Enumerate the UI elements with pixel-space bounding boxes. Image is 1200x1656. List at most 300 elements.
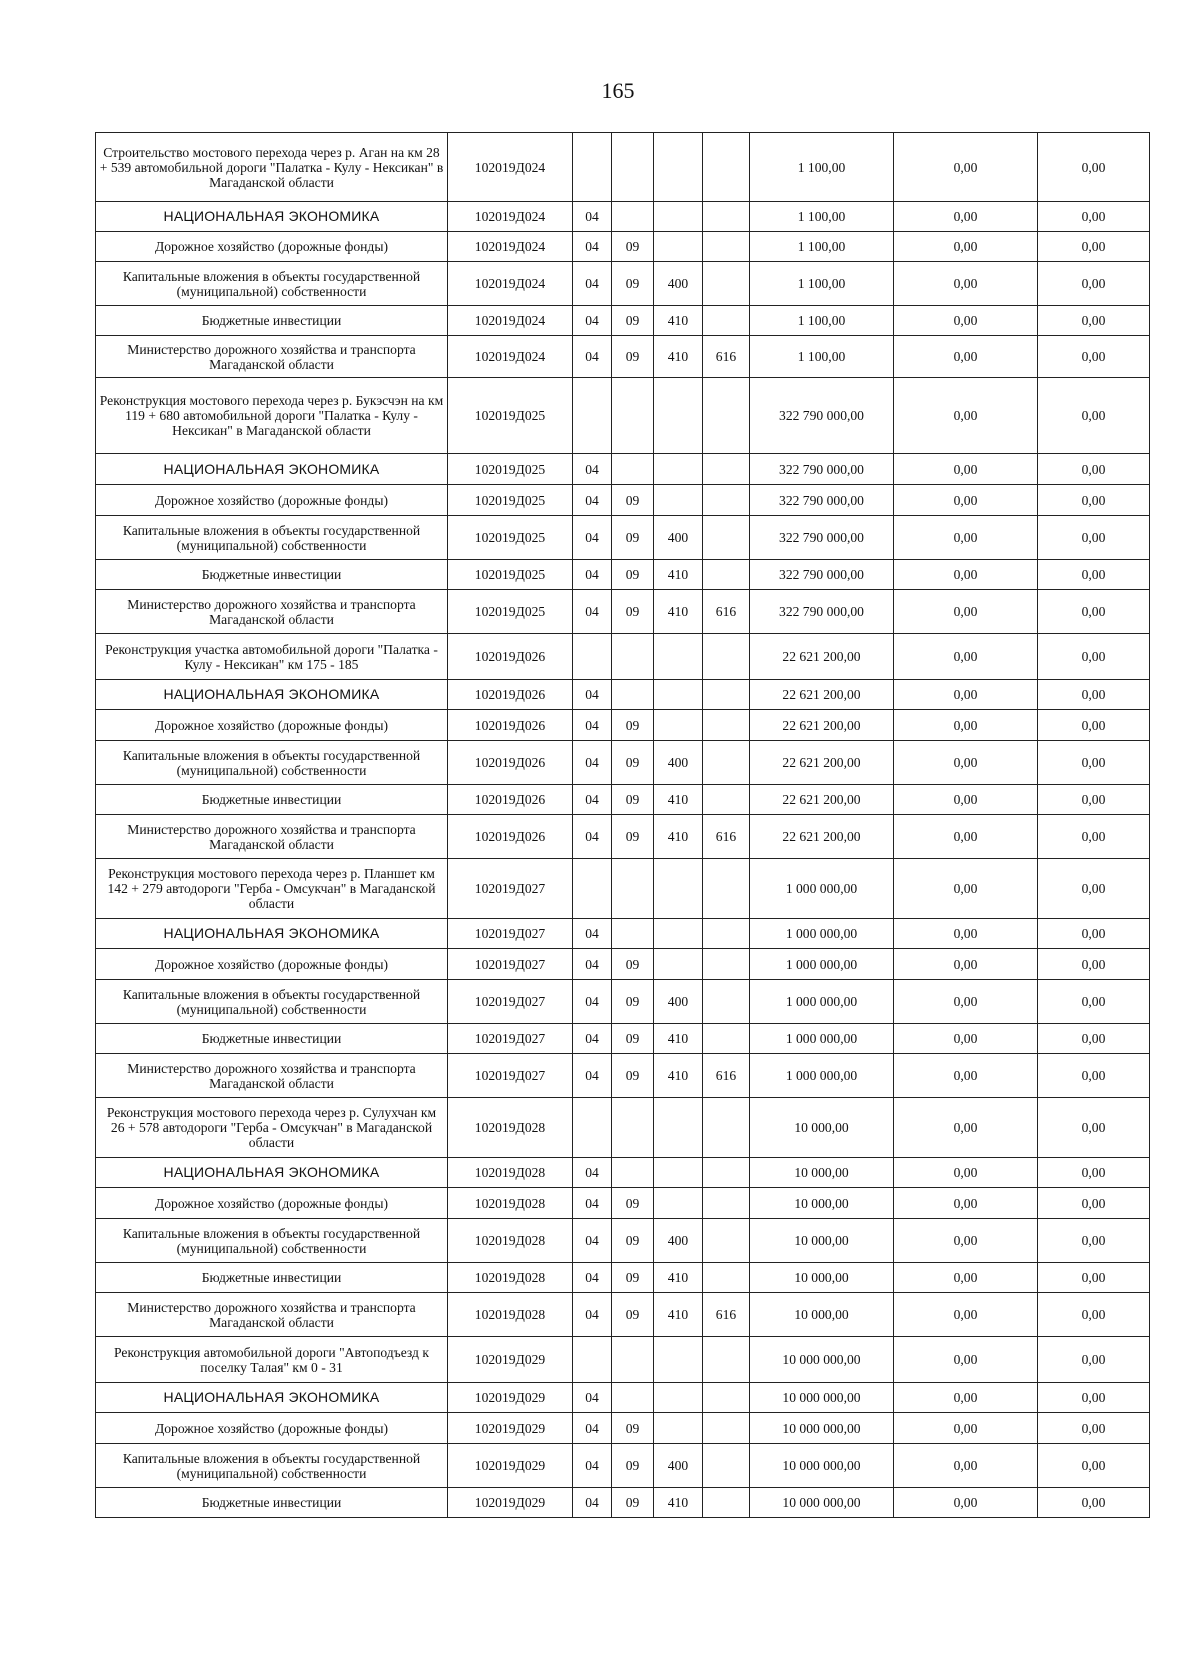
row-expense-type [654,1098,703,1158]
row-administrator: 616 [703,1054,750,1098]
row-administrator [703,1337,750,1383]
row-name: НАЦИОНАЛЬНАЯ ЭКОНОМИКА [96,680,448,710]
row-target-code: 102019Д024 [448,336,573,378]
row-amount-year3: 0,00 [1038,516,1150,560]
row-expense-type [654,378,703,454]
row-expense-type: 410 [654,306,703,336]
row-subsection: 09 [612,262,654,306]
row-amount-year3: 0,00 [1038,1219,1150,1263]
row-target-code: 102019Д024 [448,202,573,232]
row-expense-type [654,1383,703,1413]
row-amount-year3: 0,00 [1038,1293,1150,1337]
row-subsection [612,1158,654,1188]
row-amount-year3: 0,00 [1038,1383,1150,1413]
row-amount-year2: 0,00 [894,262,1038,306]
row-amount-year3: 0,00 [1038,1024,1150,1054]
row-expense-type: 400 [654,1219,703,1263]
row-section: 04 [573,1383,612,1413]
row-amount-year2: 0,00 [894,378,1038,454]
table-row [96,378,1150,454]
row-subsection: 09 [612,1263,654,1293]
row-amount: 22 621 200,00 [750,710,894,741]
row-expense-type [654,1158,703,1188]
row-amount-year2: 0,00 [894,919,1038,949]
row-subsection: 09 [612,232,654,262]
row-subsection: 09 [612,1054,654,1098]
row-amount: 1 100,00 [750,202,894,232]
row-subsection: 09 [612,516,654,560]
row-amount-year3: 0,00 [1038,202,1150,232]
row-administrator [703,454,750,485]
row-name: НАЦИОНАЛЬНАЯ ЭКОНОМИКА [96,919,448,949]
row-amount: 322 790 000,00 [750,590,894,634]
row-section: 04 [573,1219,612,1263]
row-amount: 1 000 000,00 [750,919,894,949]
row-administrator [703,1444,750,1488]
row-name: Бюджетные инвестиции [96,306,448,336]
row-section: 04 [573,560,612,590]
table-row [96,859,1150,919]
row-section: 04 [573,919,612,949]
row-target-code: 102019Д028 [448,1098,573,1158]
row-administrator [703,741,750,785]
row-section: 04 [573,1413,612,1444]
row-section [573,1337,612,1383]
table-row [96,1488,1150,1518]
row-subsection [612,919,654,949]
row-amount: 22 621 200,00 [750,741,894,785]
row-amount-year3: 0,00 [1038,232,1150,262]
table-row [96,560,1150,590]
row-section [573,378,612,454]
table-row [96,1293,1150,1337]
row-section [573,634,612,680]
row-name: Министерство дорожного хозяйства и транспорта Магаданской области [96,1293,448,1337]
table-row [96,815,1150,859]
row-section: 04 [573,262,612,306]
row-amount-year3: 0,00 [1038,454,1150,485]
row-amount-year3: 0,00 [1038,710,1150,741]
row-target-code: 102019Д026 [448,634,573,680]
row-amount-year2: 0,00 [894,232,1038,262]
row-administrator [703,378,750,454]
row-section: 04 [573,949,612,980]
row-amount: 22 621 200,00 [750,680,894,710]
row-name: НАЦИОНАЛЬНАЯ ЭКОНОМИКА [96,454,448,485]
budget-table [95,132,1150,1518]
row-expense-type [654,710,703,741]
row-amount: 1 100,00 [750,262,894,306]
row-expense-type [654,634,703,680]
row-expense-type [654,859,703,919]
row-administrator [703,306,750,336]
row-target-code: 102019Д027 [448,1054,573,1098]
table-row [96,1024,1150,1054]
row-name: Реконструкция мостового перехода через р. Планшет км 142 + 279 автодороги "Герба - Омсукчан" в Магаданской области [96,859,448,919]
row-amount: 1 100,00 [750,306,894,336]
row-section: 04 [573,1158,612,1188]
row-amount-year3: 0,00 [1038,560,1150,590]
row-amount-year3: 0,00 [1038,815,1150,859]
row-target-code: 102019Д026 [448,710,573,741]
row-amount-year2: 0,00 [894,1188,1038,1219]
row-expense-type [654,485,703,516]
row-amount-year3: 0,00 [1038,1098,1150,1158]
row-section: 04 [573,306,612,336]
row-amount-year2: 0,00 [894,1444,1038,1488]
row-target-code: 102019Д025 [448,485,573,516]
row-amount-year2: 0,00 [894,1054,1038,1098]
table-row [96,485,1150,516]
row-section [573,859,612,919]
row-subsection: 09 [612,485,654,516]
row-amount: 322 790 000,00 [750,378,894,454]
row-administrator [703,232,750,262]
row-expense-type: 400 [654,516,703,560]
row-name: Дорожное хозяйство (дорожные фонды) [96,232,448,262]
row-subsection: 09 [612,336,654,378]
row-name: Бюджетные инвестиции [96,560,448,590]
row-amount-year2: 0,00 [894,485,1038,516]
row-section: 04 [573,485,612,516]
row-amount-year3: 0,00 [1038,485,1150,516]
row-amount-year2: 0,00 [894,1158,1038,1188]
row-amount: 1 000 000,00 [750,949,894,980]
row-subsection: 09 [612,1293,654,1337]
row-amount-year3: 0,00 [1038,785,1150,815]
row-amount: 322 790 000,00 [750,560,894,590]
row-name: Капитальные вложения в объекты государственной (муниципальной) собственности [96,516,448,560]
row-amount: 322 790 000,00 [750,454,894,485]
table-row [96,1098,1150,1158]
row-expense-type: 410 [654,336,703,378]
row-subsection: 09 [612,980,654,1024]
row-expense-type [654,232,703,262]
row-section: 04 [573,980,612,1024]
row-section: 04 [573,680,612,710]
row-section: 04 [573,336,612,378]
row-section [573,1098,612,1158]
row-amount-year2: 0,00 [894,1413,1038,1444]
row-name: Реконструкция мостового перехода через р. Сулухчан км 26 + 578 автодороги "Герба - Омсукчан" в Магаданской области [96,1098,448,1158]
row-expense-type: 410 [654,1488,703,1518]
row-expense-type [654,1337,703,1383]
row-expense-type [654,680,703,710]
row-expense-type [654,454,703,485]
row-name: Бюджетные инвестиции [96,1024,448,1054]
row-subsection [612,202,654,232]
table-row [96,1383,1150,1413]
row-name: Дорожное хозяйство (дорожные фонды) [96,949,448,980]
row-section: 04 [573,454,612,485]
row-target-code: 102019Д026 [448,680,573,710]
row-target-code: 102019Д025 [448,454,573,485]
row-name: Дорожное хозяйство (дорожные фонды) [96,1413,448,1444]
row-amount: 10 000 000,00 [750,1383,894,1413]
row-subsection [612,454,654,485]
row-section: 04 [573,1024,612,1054]
table-row [96,785,1150,815]
row-target-code: 102019Д027 [448,859,573,919]
row-subsection: 09 [612,949,654,980]
row-amount-year2: 0,00 [894,1024,1038,1054]
row-target-code: 102019Д025 [448,378,573,454]
row-subsection [612,133,654,202]
row-name: Дорожное хозяйство (дорожные фонды) [96,710,448,741]
row-section: 04 [573,590,612,634]
row-amount-year2: 0,00 [894,202,1038,232]
row-section: 04 [573,516,612,560]
row-subsection [612,378,654,454]
row-subsection: 09 [612,1444,654,1488]
row-name: Реконструкция автомобильной дороги "Автоподъезд к поселку Талая" км 0 - 31 [96,1337,448,1383]
row-amount-year3: 0,00 [1038,1054,1150,1098]
row-name: Реконструкция участка автомобильной дороги "Палатка - Кулу - Нексикан" км 175 - 185 [96,634,448,680]
row-section: 04 [573,202,612,232]
row-amount: 1 100,00 [750,133,894,202]
row-amount: 10 000 000,00 [750,1444,894,1488]
table-row [96,590,1150,634]
row-amount-year2: 0,00 [894,336,1038,378]
row-expense-type: 410 [654,560,703,590]
row-amount-year3: 0,00 [1038,634,1150,680]
row-subsection: 09 [612,1219,654,1263]
row-amount-year3: 0,00 [1038,1188,1150,1219]
row-amount: 1 000 000,00 [750,980,894,1024]
row-amount-year2: 0,00 [894,741,1038,785]
row-amount-year2: 0,00 [894,1098,1038,1158]
row-target-code: 102019Д024 [448,133,573,202]
row-amount-year2: 0,00 [894,133,1038,202]
row-name: Строительство мостового перехода через р. Аган на км 28 + 539 автомобильной дороги "Палатка - Кулу - Нексикан" в Магаданской области [96,133,448,202]
row-subsection: 09 [612,590,654,634]
row-amount-year2: 0,00 [894,1293,1038,1337]
page-number: 165 [601,78,635,103]
table-row [96,336,1150,378]
row-amount-year3: 0,00 [1038,1413,1150,1444]
table-row [96,1337,1150,1383]
row-administrator [703,919,750,949]
row-amount-year2: 0,00 [894,949,1038,980]
row-administrator [703,710,750,741]
row-amount-year3: 0,00 [1038,919,1150,949]
row-amount: 322 790 000,00 [750,516,894,560]
row-target-code: 102019Д026 [448,741,573,785]
row-subsection: 09 [612,306,654,336]
row-target-code: 102019Д027 [448,919,573,949]
table-row [96,202,1150,232]
row-amount-year2: 0,00 [894,1383,1038,1413]
row-expense-type [654,949,703,980]
row-administrator [703,1098,750,1158]
row-amount-year3: 0,00 [1038,306,1150,336]
row-name: Капитальные вложения в объекты государственной (муниципальной) собственности [96,1219,448,1263]
row-amount: 1 100,00 [750,232,894,262]
row-amount: 10 000,00 [750,1098,894,1158]
table-row [96,1444,1150,1488]
row-amount-year3: 0,00 [1038,1337,1150,1383]
row-subsection [612,680,654,710]
row-amount: 22 621 200,00 [750,785,894,815]
row-amount-year3: 0,00 [1038,1263,1150,1293]
row-target-code: 102019Д025 [448,516,573,560]
row-amount-year2: 0,00 [894,560,1038,590]
row-amount: 10 000,00 [750,1219,894,1263]
row-administrator [703,785,750,815]
table-row [96,232,1150,262]
row-target-code: 102019Д028 [448,1219,573,1263]
row-amount-year3: 0,00 [1038,741,1150,785]
row-amount-year2: 0,00 [894,680,1038,710]
row-subsection [612,1337,654,1383]
row-administrator [703,1488,750,1518]
row-section: 04 [573,1293,612,1337]
row-expense-type [654,1188,703,1219]
row-amount: 10 000 000,00 [750,1337,894,1383]
row-amount-year3: 0,00 [1038,133,1150,202]
row-target-code: 102019Д029 [448,1383,573,1413]
row-administrator [703,1413,750,1444]
row-administrator: 616 [703,1293,750,1337]
row-administrator [703,980,750,1024]
row-section: 04 [573,1188,612,1219]
row-administrator [703,1158,750,1188]
row-amount-year2: 0,00 [894,454,1038,485]
row-target-code: 102019Д028 [448,1293,573,1337]
table-row [96,1413,1150,1444]
row-administrator: 616 [703,815,750,859]
row-target-code: 102019Д029 [448,1488,573,1518]
row-administrator [703,1263,750,1293]
row-amount-year2: 0,00 [894,710,1038,741]
row-administrator [703,202,750,232]
row-administrator [703,634,750,680]
row-amount: 10 000,00 [750,1263,894,1293]
row-expense-type: 410 [654,1054,703,1098]
row-name: Министерство дорожного хозяйства и транспорта Магаданской области [96,336,448,378]
row-amount-year3: 0,00 [1038,980,1150,1024]
row-amount-year2: 0,00 [894,980,1038,1024]
row-administrator [703,262,750,306]
row-name: Бюджетные инвестиции [96,1488,448,1518]
row-section: 04 [573,710,612,741]
table-row [96,306,1150,336]
row-name: Реконструкция мостового перехода через р. Букэсчэн на км 119 + 680 автомобильной дороги "Палатка - Кулу - Нексикан" в Магаданской области [96,378,448,454]
row-amount-year2: 0,00 [894,1263,1038,1293]
row-amount-year2: 0,00 [894,785,1038,815]
row-expense-type: 410 [654,1263,703,1293]
row-name: Капитальные вложения в объекты государственной (муниципальной) собственности [96,741,448,785]
row-section: 04 [573,815,612,859]
row-name: Министерство дорожного хозяйства и транспорта Магаданской области [96,1054,448,1098]
row-name: Бюджетные инвестиции [96,1263,448,1293]
table-row [96,634,1150,680]
row-amount-year2: 0,00 [894,815,1038,859]
row-amount-year2: 0,00 [894,634,1038,680]
row-administrator [703,680,750,710]
row-expense-type [654,133,703,202]
row-section: 04 [573,1054,612,1098]
row-name: НАЦИОНАЛЬНАЯ ЭКОНОМИКА [96,1383,448,1413]
row-section: 04 [573,741,612,785]
row-expense-type: 410 [654,1293,703,1337]
table-row [96,1054,1150,1098]
row-expense-type [654,202,703,232]
row-name: Министерство дорожного хозяйства и транспорта Магаданской области [96,590,448,634]
row-section: 04 [573,1263,612,1293]
row-target-code: 102019Д028 [448,1158,573,1188]
row-administrator [703,1024,750,1054]
table-row [96,516,1150,560]
row-expense-type: 400 [654,980,703,1024]
row-amount: 10 000 000,00 [750,1413,894,1444]
row-subsection [612,859,654,919]
row-name: Бюджетные инвестиции [96,785,448,815]
row-amount-year2: 0,00 [894,1219,1038,1263]
row-subsection [612,1383,654,1413]
row-administrator [703,516,750,560]
row-administrator [703,560,750,590]
row-amount: 322 790 000,00 [750,485,894,516]
row-subsection: 09 [612,1488,654,1518]
table-row [96,1188,1150,1219]
row-amount-year2: 0,00 [894,1488,1038,1518]
row-amount-year3: 0,00 [1038,336,1150,378]
row-expense-type: 400 [654,741,703,785]
row-target-code: 102019Д028 [448,1263,573,1293]
table-row [96,1263,1150,1293]
table-row [96,741,1150,785]
row-expense-type: 410 [654,785,703,815]
row-amount: 1 100,00 [750,336,894,378]
row-expense-type [654,919,703,949]
row-administrator [703,1383,750,1413]
row-amount: 1 000 000,00 [750,859,894,919]
row-section: 04 [573,232,612,262]
row-administrator [703,1188,750,1219]
table-row [96,1219,1150,1263]
row-target-code: 102019Д025 [448,560,573,590]
row-expense-type: 410 [654,815,703,859]
row-amount-year3: 0,00 [1038,1158,1150,1188]
row-amount-year3: 0,00 [1038,859,1150,919]
row-administrator [703,133,750,202]
row-administrator [703,949,750,980]
table-row [96,1158,1150,1188]
row-administrator [703,1219,750,1263]
row-section: 04 [573,785,612,815]
row-amount: 22 621 200,00 [750,634,894,680]
row-target-code: 102019Д027 [448,949,573,980]
row-name: Министерство дорожного хозяйства и транспорта Магаданской области [96,815,448,859]
row-amount-year3: 0,00 [1038,262,1150,306]
row-administrator: 616 [703,590,750,634]
row-amount-year2: 0,00 [894,306,1038,336]
row-name: Капитальные вложения в объекты государственной (муниципальной) собственности [96,1444,448,1488]
row-name: НАЦИОНАЛЬНАЯ ЭКОНОМИКА [96,1158,448,1188]
row-subsection: 09 [612,560,654,590]
row-amount-year2: 0,00 [894,1337,1038,1383]
row-expense-type: 400 [654,262,703,306]
row-target-code: 102019Д024 [448,232,573,262]
row-subsection: 09 [612,710,654,741]
row-expense-type: 400 [654,1444,703,1488]
row-amount-year3: 0,00 [1038,680,1150,710]
row-expense-type: 410 [654,1024,703,1054]
table-row [96,680,1150,710]
row-administrator: 616 [703,336,750,378]
row-amount: 10 000 000,00 [750,1488,894,1518]
